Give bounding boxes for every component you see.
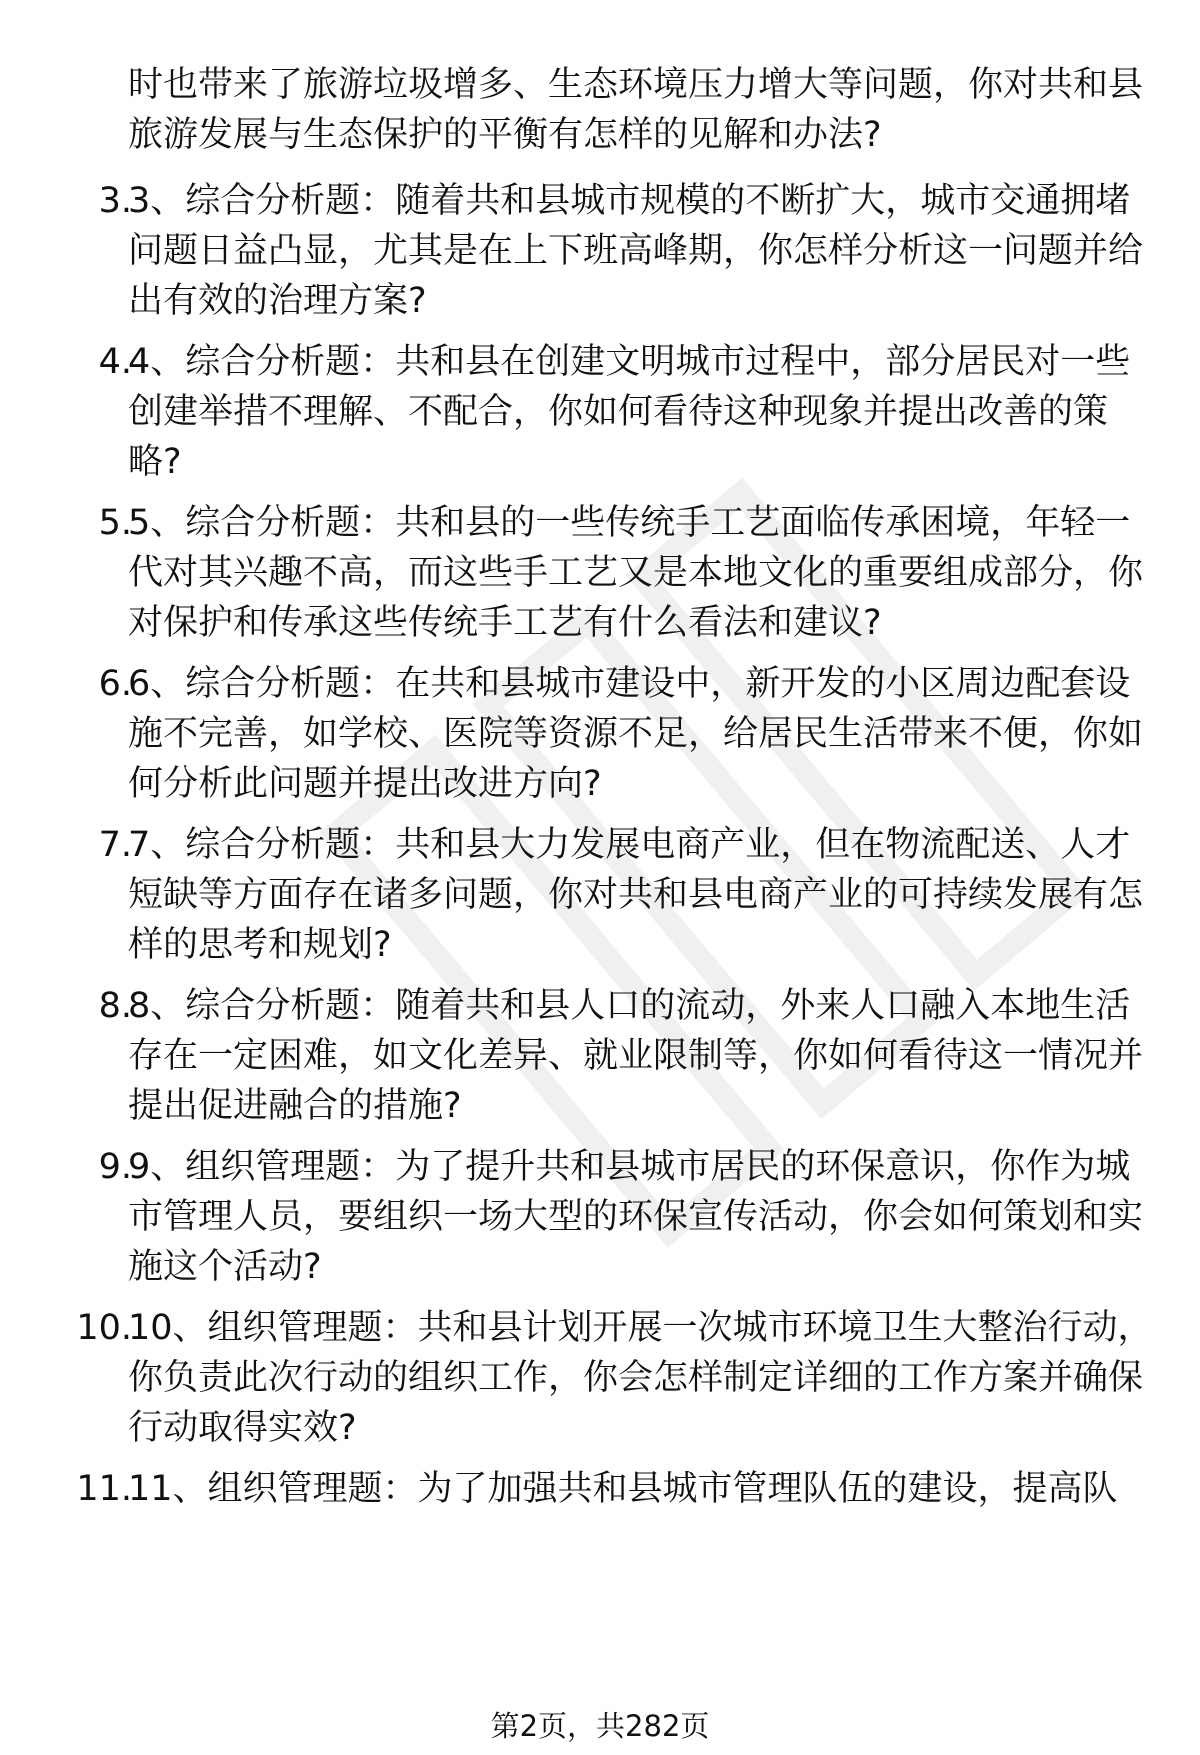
list-item-text: 7、综合分析题：共和县大力发展电商产业，但在物流配送、人才短缺等方面存在诸多问题，你对共和县电商产业的可持续发展有怎样的思考和规划?: [128, 825, 1144, 965]
list-item-number: 5.: [98, 503, 132, 543]
list-item-text: 10、组织管理题：共和县计划开展一次城市环境卫生大整治行动，你负责此次行动的组织工作，你会怎样制定详细的工作方案并确保行动取得实效?: [128, 1308, 1153, 1448]
list-item-number: 3.: [98, 181, 132, 221]
list-item-text: 5、综合分析题：共和县的一些传统手工艺面临传承困境，年轻一代对其兴趣不高，而这些手工艺又是本地文化的重要组成部分，你对保护和传承这些传统手工艺有什么看法和建议?: [128, 503, 1144, 643]
list-item-text: 6、综合分析题：在共和县城市建设中，新开发的小区周边配套设施不完善，如学校、医院等资源不足，给居民生活带来不便，你如何分析此问题并提出改进方向?: [128, 664, 1144, 804]
list-item-number: 10.: [76, 1308, 132, 1348]
list-item-number: 9.: [98, 1147, 132, 1187]
list-item-number: 8.: [98, 986, 132, 1026]
list-item-text: 3、综合分析题：随着共和县城市规模的不断扩大，城市交通拥堵问题日益凸显，尤其是在上下班高峰期，你怎样分析这一问题并给出有效的治理方案?: [128, 181, 1144, 321]
list-item-text: 4、综合分析题：共和县在创建文明城市过程中，部分居民对一些创建举措不理解、不配合，你如何看待这种现象并提出改善的策略?: [128, 342, 1131, 482]
list-item-number: 11.: [76, 1469, 132, 1509]
page-footer: 第2页，共282页: [490, 1709, 710, 1743]
list-item-number: 7.: [98, 825, 132, 865]
continuation-paragraph: 时也带来了旅游垃圾增多、生态环境压力增大等问题，你对共和县旅游发展与生态保护的平衡有怎样的见解和办法?: [128, 65, 1144, 155]
list-item-text: 11、组织管理题：为了加强共和县城市管理队伍的建设，提高队: [128, 1469, 1118, 1509]
list-item-text: 8、综合分析题：随着共和县人口的流动，外来人口融入本地生活存在一定困难，如文化差异、就业限制等，你如何看待这一情况并提出促进融合的措施?: [128, 986, 1144, 1126]
list-item-number: 4.: [98, 342, 132, 382]
list-item-number: 6.: [98, 664, 132, 704]
list-item-text: 9、组织管理题：为了提升共和县城市居民的环保意识，你作为城市管理人员，要组织一场大型的环保宣传活动，你会如何策划和实施这个活动?: [128, 1147, 1144, 1287]
